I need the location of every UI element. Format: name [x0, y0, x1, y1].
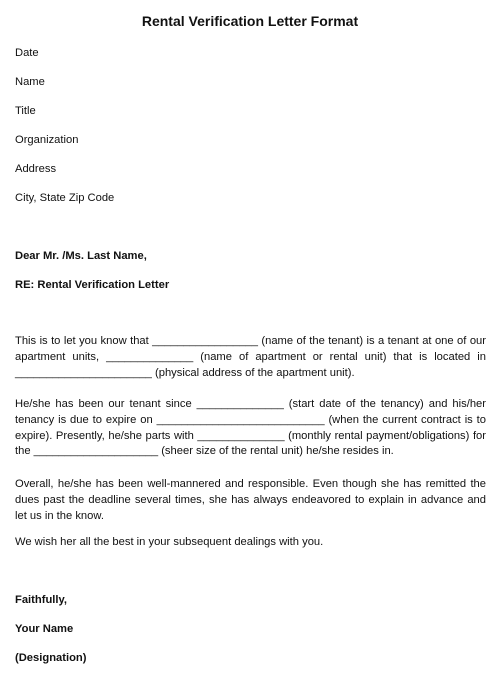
- paragraph-tenancy-details: He/she has been our tenant since ______________ (start date of the tenancy) and his/her tenancy is due to expire on ___________________________ (when the current contract is to expire). Presently, he/she parts with ______________ (monthly rental payment/obligations) for the ____________________ (sheer size of the rental unit) he/she resides in.: [15, 398, 486, 458]
- subject-line: RE: Rental Verification Letter: [15, 279, 170, 291]
- header-date: Date: [15, 47, 39, 59]
- header-city-state-zip: City, State Zip Code: [15, 192, 115, 204]
- paragraph-conduct: Overall, he/she has been well-mannered and responsible. Even though she has remitted the dues past the deadline several times, she has always endeavored to explain in advance and let us in the know.: [15, 478, 486, 522]
- header-organization: Organization: [15, 134, 79, 146]
- paragraph-well-wishes: We wish her all the best in your subsequent dealings with you.: [15, 536, 324, 548]
- header-title: Title: [15, 105, 36, 117]
- closing: Faithfully,: [15, 594, 67, 606]
- document-title: Rental Verification Letter Format: [141, 13, 359, 29]
- header-address: Address: [15, 163, 57, 175]
- designation: (Designation): [15, 652, 87, 664]
- paragraph-tenant-intro: This is to let you know that _________________ (name of the tenant) is a tenant at one of our apartment units, ______________ (name of apartment or rental unit) that is located in ______________________ (physical address of the apartment unit).: [15, 335, 486, 379]
- salutation: Dear Mr. /Ms. Last Name,: [15, 250, 147, 262]
- header-name: Name: [15, 76, 45, 88]
- signature-name: Your Name: [15, 623, 74, 635]
